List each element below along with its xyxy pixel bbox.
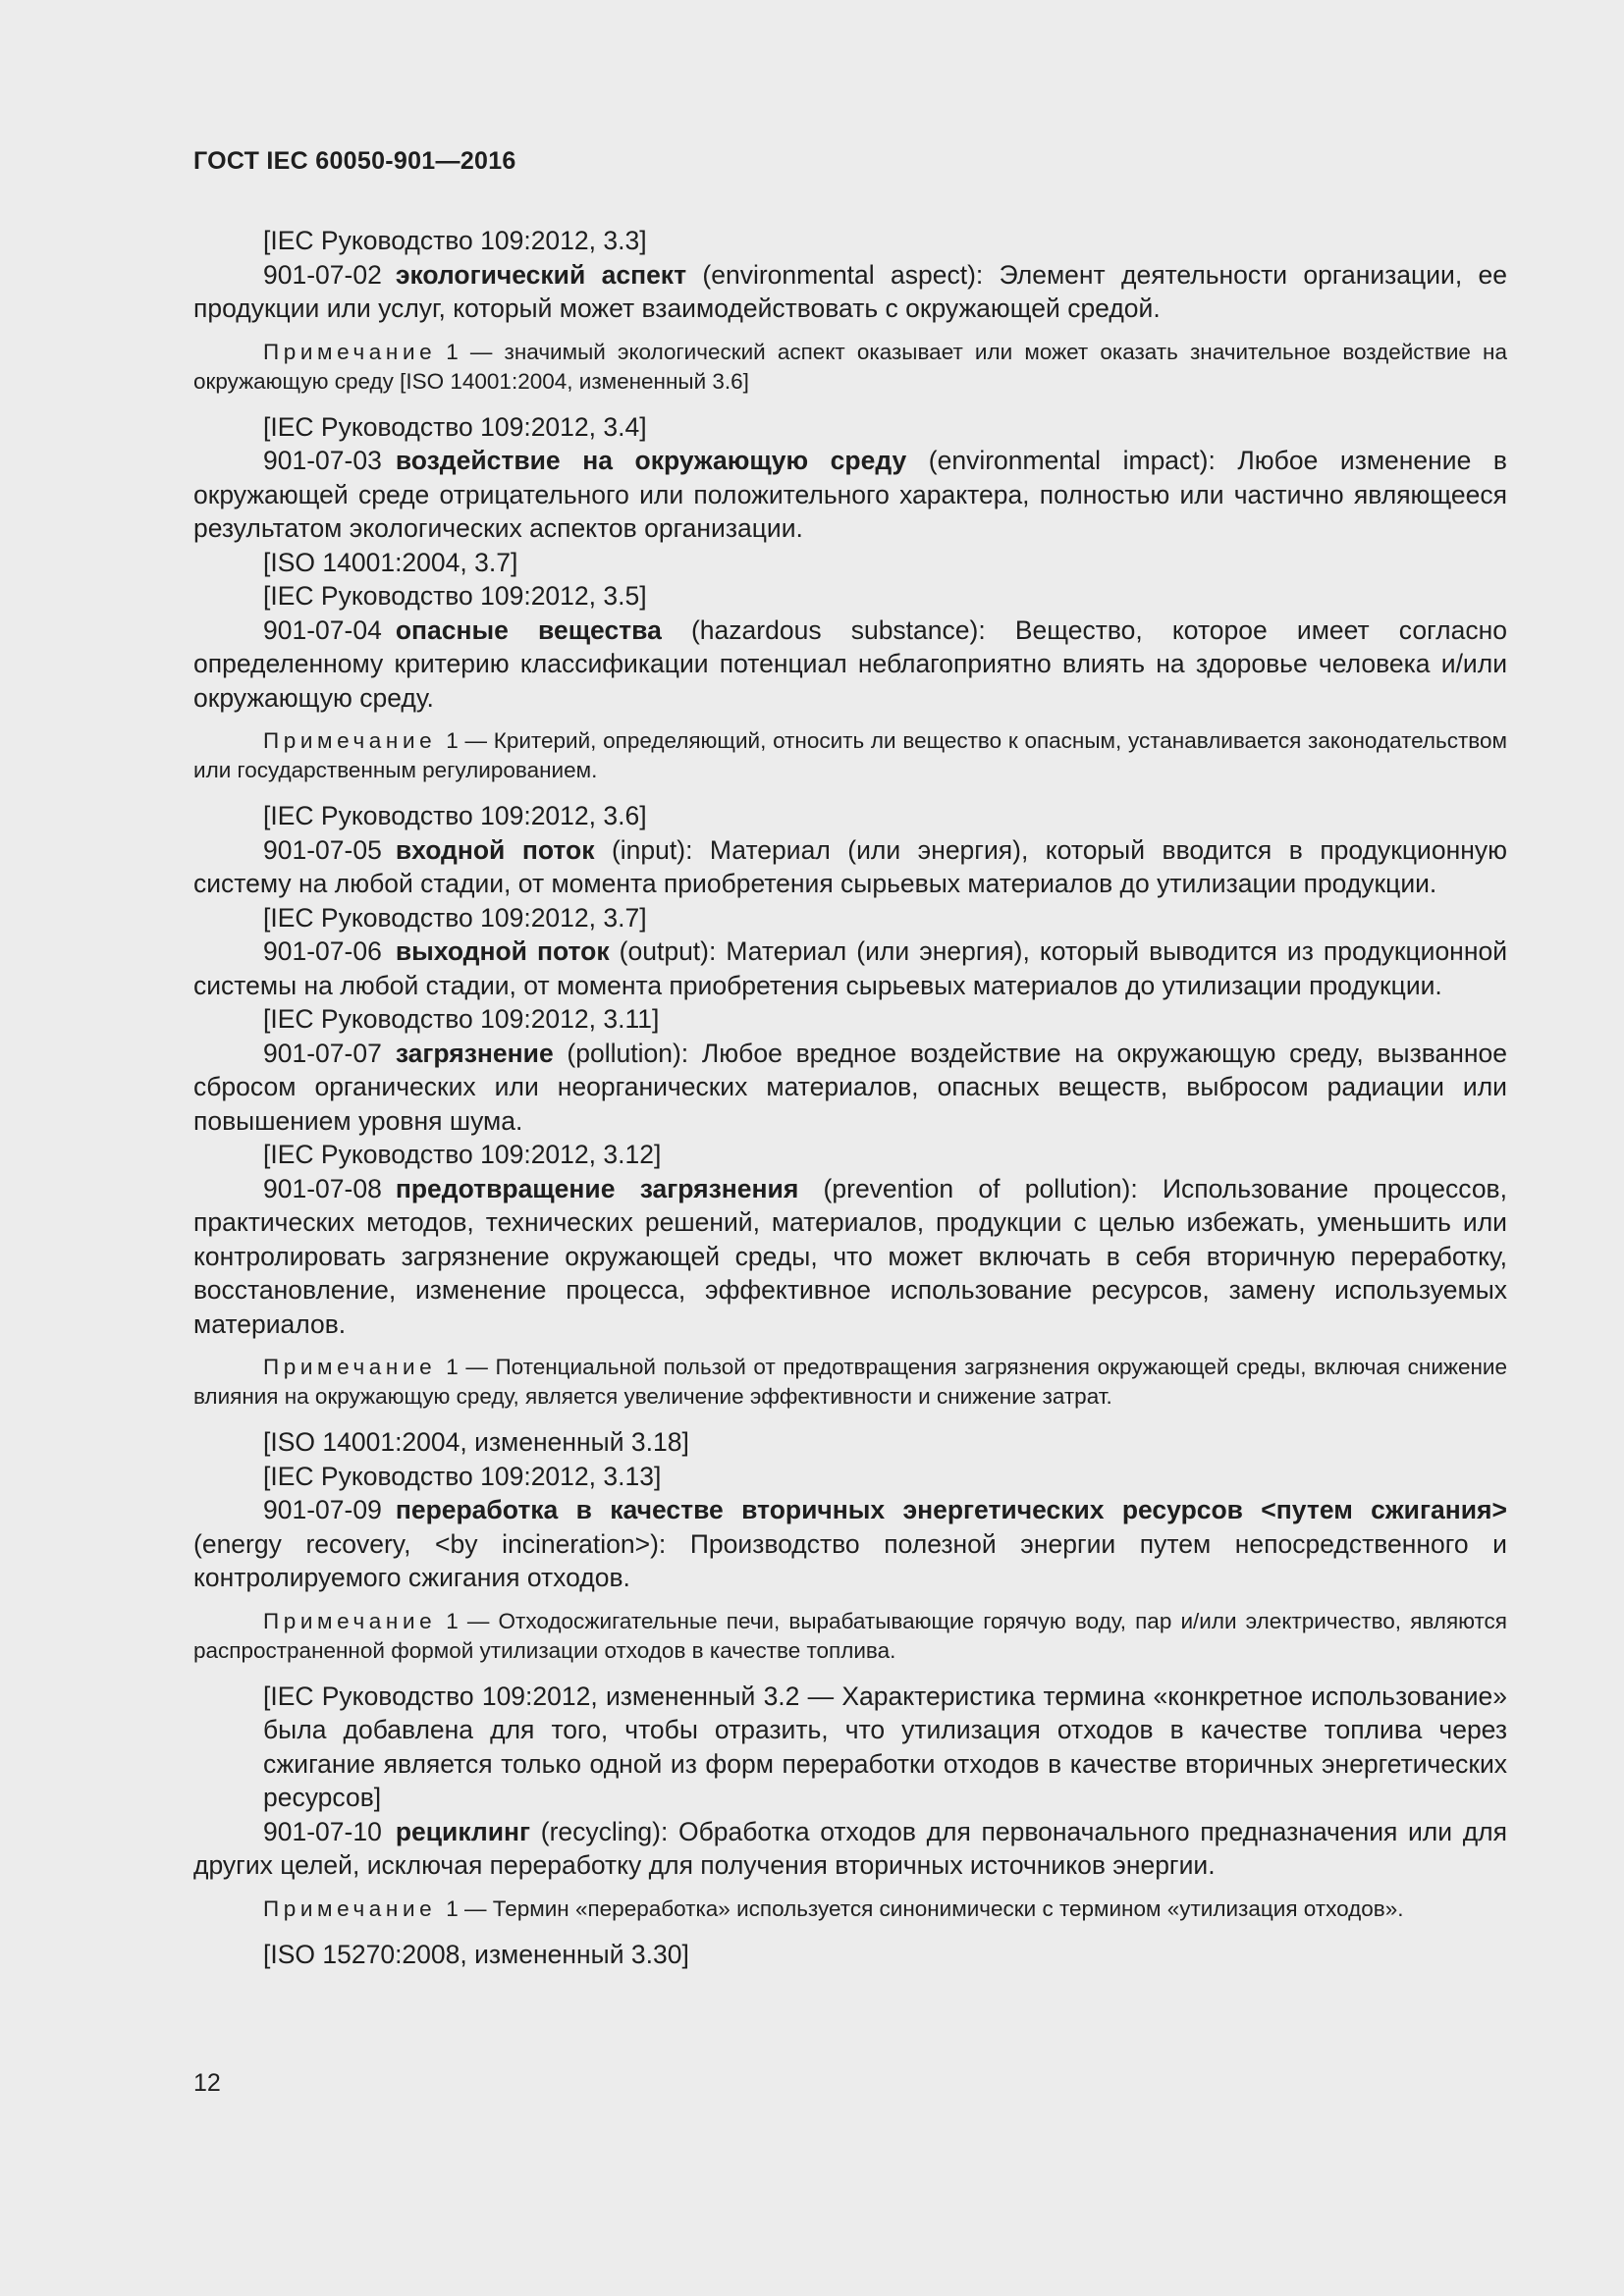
term-entry [193,1037,1507,1139]
term-name: воздействие на окружающую среду [395,446,907,475]
note-label: Примечание [263,1355,437,1379]
reference-line: [IEC Руководство 109:2012, 3.11] [263,1004,660,1034]
document-body [193,224,1507,1971]
reference-line: [ISO 15270:2008, измененный 3.30] [263,1939,689,1969]
reference-line: [IEC Руководство 109:2012, 3.3] [263,226,647,255]
term-definition: (environmental aspect): Элемент деятельности организации, ее продукции или услуг, который может взаимодействовать с окружающей средой. [193,259,1507,323]
reference-line: [IEC Руководство 109:2012, 3.6] [263,801,647,830]
term-name: входной поток [395,834,595,865]
term-number: 901-07-05 [263,834,382,865]
term-name: экологический аспект [395,259,687,290]
term-entry [193,1493,1507,1595]
term-name: загрязнение [395,1038,554,1068]
term-number: 901-07-07 [263,1038,382,1068]
term-definition: (energy recovery, <by incineration>): Производство полезной энергии путем непосредственного и контролируемого сжигания отходов. [193,1528,1507,1592]
reference-line: [IEC Руководство 109:2012, 3.12] [263,1140,662,1169]
term-entry [193,1815,1507,1883]
note-label: Примечание [263,728,437,753]
term-definition: (output): Материал (или энергия), который выводится из продукционной системы на любой стадии, от момента приобретения сырьевых материалов до утилизации продукции. [193,936,1507,1000]
term-definition: (pollution): Любое вредное воздействие на окружающую среду, вызванное сбросом органических или неорганических материалов, опасных веществ, выбросом радиации или повышением уровня шума. [193,1038,1507,1136]
note-text: 1 — Потенциальной пользой от предотвращения загрязнения окружающей среды, включая снижение влияния на окружающую среду, является увеличение эффективности и снижение затрат. [193,1355,1507,1409]
term-number: 901-07-10 [263,1816,382,1846]
reference-line: [ISO 14001:2004, измененный 3.18] [263,1427,689,1457]
term-name: опасные вещества [395,614,662,645]
term-entry [193,258,1507,326]
note-label: Примечание [263,339,437,364]
term-definition: (recycling): Обработка отходов для первоначального предназначения или для других целей, исключая переработку для получения вторичных источников энергии. [193,1816,1507,1880]
term-definition: (environmental impact): Любое изменение в окружающей среде отрицательного или положительного характера, полностью или частично являющееся результатом экологических аспектов организации. [193,446,1507,543]
page-number: 12 [193,2069,221,2097]
reference-line: [IEC Руководство 109:2012, 3.7] [263,902,647,933]
note-text: 1 — Отходосжигательные печи, вырабатывающие горячую воду, пар и/или электричество, являются распространенной формой утилизации отходов в качестве топлива. [193,1608,1507,1663]
term-number: 901-07-03 [263,446,382,475]
reference-paragraph: [IEC Руководство 109:2012, измененный 3.2 — Характеристика термина «конкретное использование» была добавлена для того, чтобы отразить, что утилизация отходов в качестве топлива через сжигание является только одной из форм переработки отходов в качестве вторичных энергетических ресурсов] [263,1681,1507,1812]
reference-line: [IEC Руководство 109:2012, 3.13] [263,1461,662,1491]
note-text: 1 — значимый экологический аспект оказывает или может оказать значительное воздействие на окружающую среду [ISO 14001:2004, измененный 3.6] [193,339,1507,394]
document-header: ГОСТ IEC 60050-901—2016 [193,147,516,175]
term-number: 901-07-04 [263,614,382,645]
term-entry [193,444,1507,546]
note [193,1895,1507,1924]
term-entry [193,1172,1507,1342]
note-text: 1 — Критерий, определяющий, относить ли вещество к опасным, устанавливается законодательством или государственным регулированием. [193,728,1507,782]
note [193,338,1507,397]
term-name: выходной поток [395,936,610,966]
term-entry [193,934,1507,1002]
note [193,1353,1507,1412]
reference-line: [IEC Руководство 109:2012, 3.5] [263,581,647,611]
note [193,726,1507,785]
term-number: 901-07-08 [263,1173,382,1203]
note-label: Примечание [263,1896,437,1921]
term-number: 901-07-09 [263,1495,382,1524]
term-entry [193,614,1507,716]
term-number: 901-07-02 [263,259,382,290]
note-label: Примечание [263,1608,437,1633]
term-name: предотвращение загрязнения [395,1173,799,1203]
reference-line: [IEC Руководство 109:2012, 3.4] [263,411,647,442]
term-name: рециклинг [395,1816,531,1846]
term-number: 901-07-06 [263,936,382,966]
term-name: переработка в качестве вторичных энергетических ресурсов <путем сжигания> [395,1495,1507,1524]
reference-line: [ISO 14001:2004, 3.7] [263,547,518,577]
term-definition: (input): Материал (или энергия), который вводится в продукционную систему на любой стадии, от момента приобретения сырьевых материалов до утилизации продукции. [193,834,1507,898]
term-entry [193,833,1507,901]
note-text: 1 — Термин «переработка» используется синонимически с термином «утилизация отходов». [446,1896,1404,1921]
term-definition: (hazardous substance): Вещество, которое имеет согласно определенному критерию классификации потенциал неблагоприятно влиять на здоровье человека и/или окружающую среду. [193,614,1507,713]
note [193,1607,1507,1666]
term-definition: (prevention of pollution): Использование процессов, практических методов, технических решений, материалов, продукции с целью избежать, уменьшить или контролировать загрязнение окружающей среды, что может включать в себя вторичную переработку, восстановление, изменение процесса, эффективное использование ресурсов, замену используемых материалов. [193,1173,1507,1339]
